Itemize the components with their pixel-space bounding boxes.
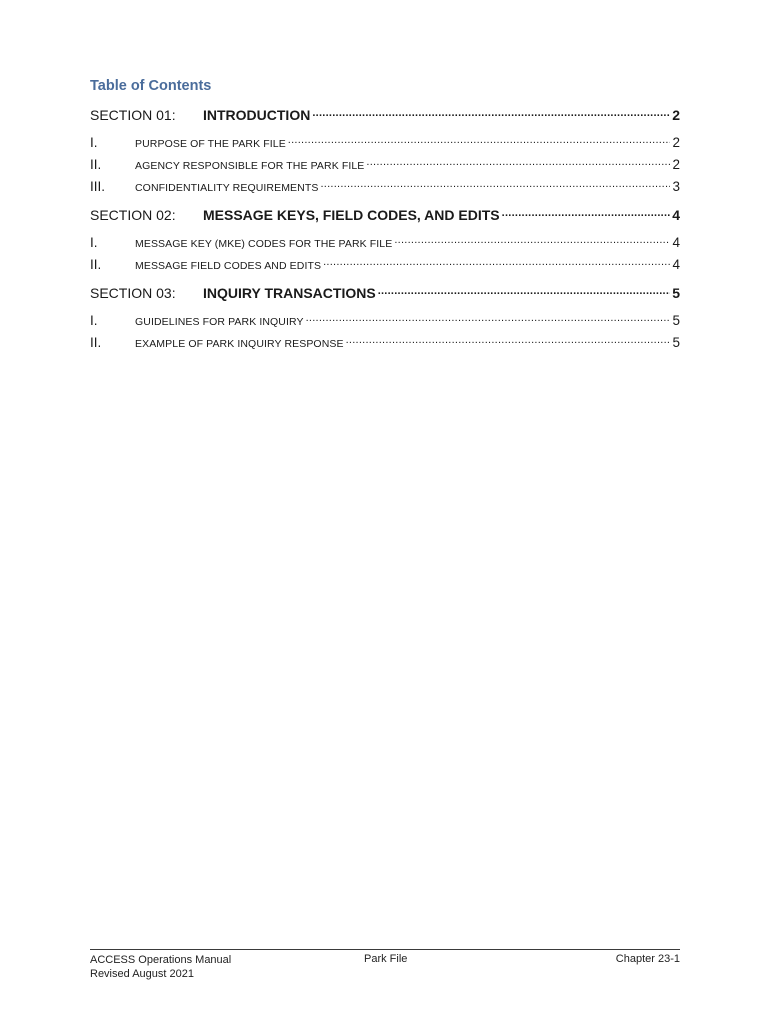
toc-title: Table of Contents [90,78,212,94]
item-title: CONFIDENTIALITY REQUIREMENTS [135,182,319,194]
item-title: EXAMPLE OF PARK INQUIRY RESPONSE [135,338,344,350]
item-title: AGENCY RESPONSIBLE FOR THE PARK FILE [135,160,365,172]
table-of-contents [90,104,680,360]
toc-section-entry[interactable] [90,104,680,126]
item-number: I. [90,313,98,328]
dot-leader [346,333,671,347]
page-number: 2 [672,157,680,172]
toc-item-entry[interactable] [90,332,680,354]
item-number: III. [90,179,106,194]
toc-item-entry[interactable] [90,254,680,276]
toc-item-entry[interactable] [90,232,680,254]
footer-file-name: Park File [364,953,408,965]
section-title: MESSAGE KEYS, FIELD CODES, AND EDITS [203,207,500,223]
toc-section-02 [90,204,680,276]
dot-leader [378,284,671,298]
page-number: 2 [672,107,680,123]
dot-leader [502,206,671,220]
page-number: 4 [672,257,680,272]
dot-leader [323,255,670,269]
footer-manual-info [90,953,231,981]
footer-chapter: Chapter 23-1 [615,953,680,965]
footer-manual-name: ACCESS Operations Manual [90,954,232,966]
page-number: 4 [672,207,680,223]
page-number: 2 [672,135,680,150]
toc-section-03 [90,282,680,354]
dot-leader [320,177,670,191]
dot-leader [394,233,670,247]
section-number: SECTION 01: [90,107,176,123]
item-title: GUIDELINES FOR PARK INQUIRY [135,316,304,328]
dot-leader [312,106,670,120]
item-number: II. [90,335,102,350]
item-title: MESSAGE KEY (MKE) CODES FOR THE PARK FILE [135,238,393,250]
toc-item-entry[interactable] [90,310,680,332]
page-number: 4 [672,235,680,250]
item-number: I. [90,135,98,150]
footer-revised-date: Revised August 2021 [90,968,194,980]
page-number: 5 [672,335,680,350]
page-number: 5 [672,285,680,301]
toc-item-entry[interactable] [90,176,680,198]
item-title: PURPOSE OF THE PARK FILE [135,138,286,150]
item-number: I. [90,235,98,250]
toc-item-entry[interactable] [90,132,680,154]
section-title: INTRODUCTION [203,107,311,123]
dot-leader [288,133,671,147]
section-number: SECTION 02: [90,207,176,223]
page-number: 3 [672,179,680,194]
dot-leader [366,155,670,169]
page-footer [90,949,680,990]
toc-section-entry[interactable] [90,204,680,226]
item-number: II. [90,157,102,172]
toc-section-entry[interactable] [90,282,680,304]
item-title: MESSAGE FIELD CODES AND EDITS [135,260,322,272]
page-number: 5 [672,313,680,328]
toc-section-01 [90,104,680,198]
section-number: SECTION 03: [90,285,176,301]
toc-item-entry[interactable] [90,154,680,176]
section-title: INQUIRY TRANSACTIONS [203,285,376,301]
dot-leader [306,311,671,325]
item-number: II. [90,257,102,272]
